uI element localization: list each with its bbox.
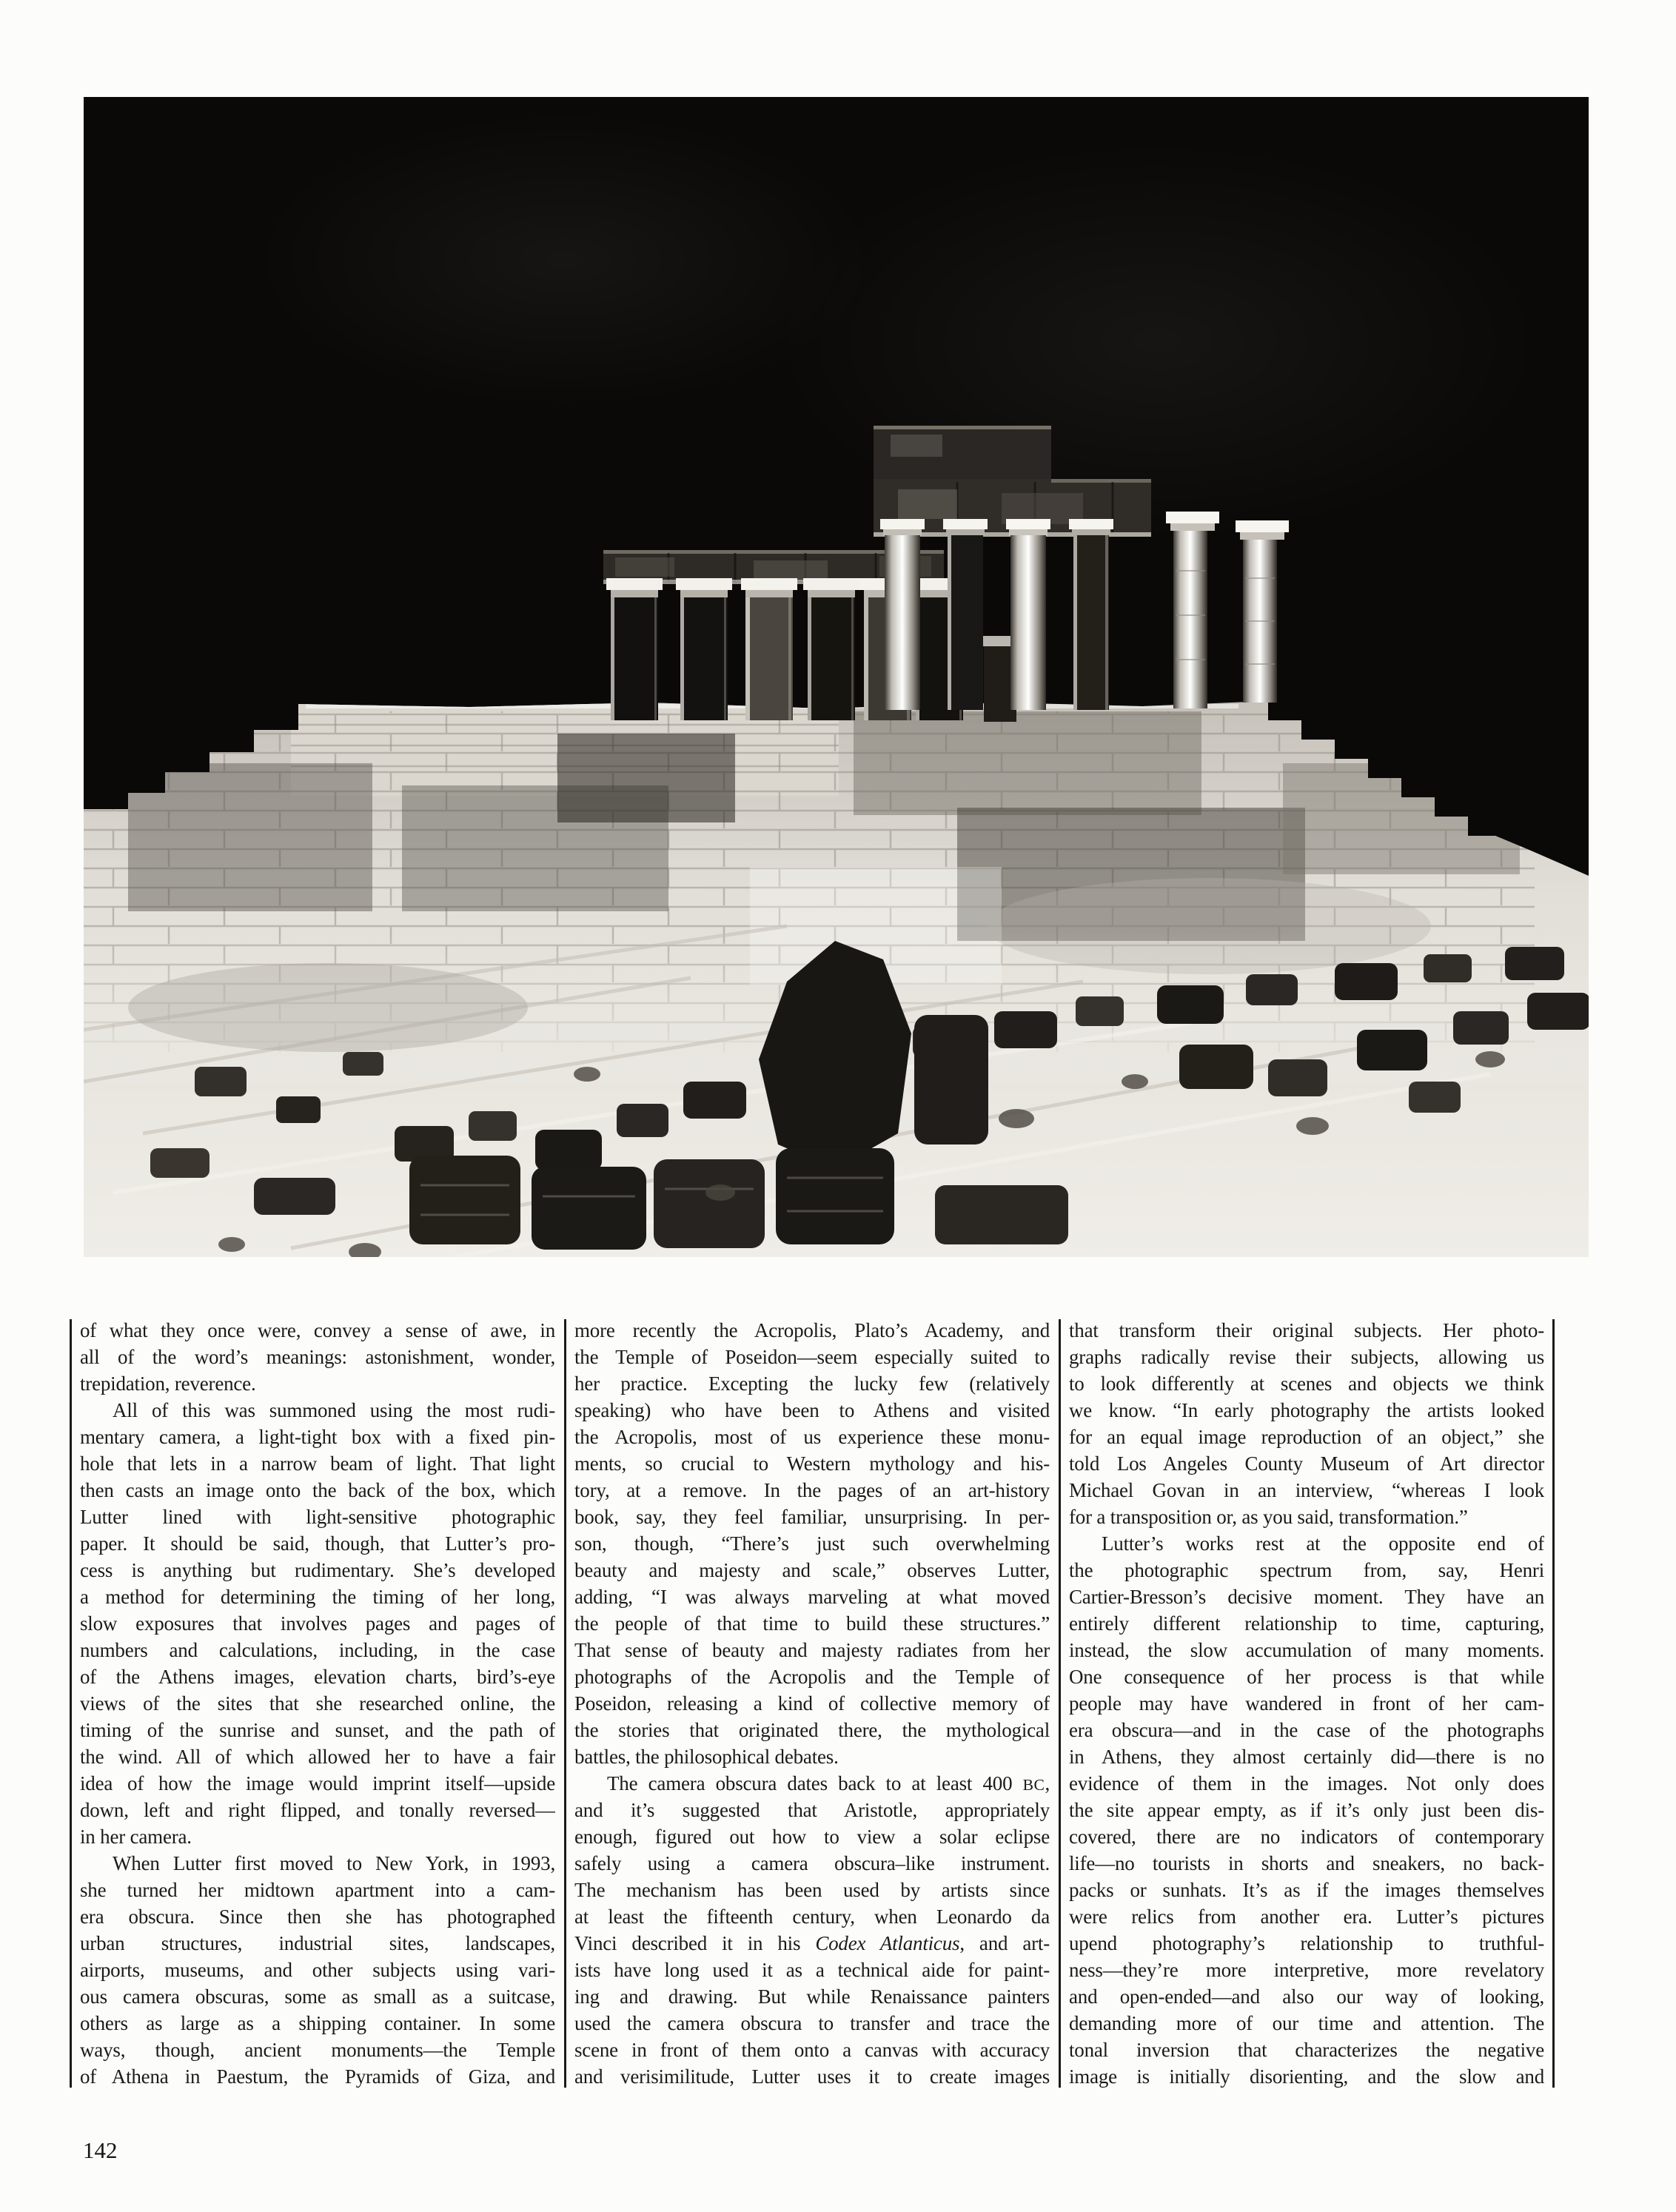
text-line: Michael Govan in an interview, “whereas I look	[1069, 1479, 1544, 1501]
text-line: trepidation, reverence.	[80, 1373, 256, 1395]
text-line: speaking) who have been to Athens and visited	[574, 1399, 1050, 1421]
temple-photo-illustration	[84, 97, 1589, 1257]
text-line: Vinci described it in his Codex Atlanticus, and art-	[574, 1932, 1050, 1954]
text-line: Lutter’s works rest at the opposite end of	[1102, 1532, 1544, 1555]
text-line: airports, museums, and other subjects using vari-	[80, 1959, 555, 1981]
text-line: of what they once were, convey a sense of awe, in	[80, 1319, 555, 1341]
text-line: entirely different relationship to time, capturing,	[1069, 1612, 1544, 1635]
text-line: of the Athens images, elevation charts, bird’s-eye	[80, 1666, 555, 1688]
text-line: for an equal image reproduction of an object,” she	[1069, 1426, 1544, 1448]
text-line: a method for determining the timing of her long,	[80, 1586, 555, 1608]
text-line: people may have wandered in front of her cam-	[1069, 1692, 1544, 1715]
text-line: the photographic spectrum from, say, Henri	[1069, 1559, 1544, 1581]
text-line: graphs radically revise their subjects, allowing us	[1069, 1346, 1544, 1368]
text-line: Cartier-Bresson’s decisive moment. They have an	[1069, 1586, 1544, 1608]
text-line: The camera obscura dates back to at least 400 BC,	[607, 1772, 1050, 1794]
text-line: her practice. Excepting the lucky few (relatively	[574, 1373, 1050, 1395]
column-rule-right	[1552, 1319, 1555, 2088]
text-line: evidence of them in the images. Not only does	[1069, 1772, 1544, 1794]
column-rule-mid-1	[564, 1319, 566, 2088]
text-line: urban structures, industrial sites, landscapes,	[80, 1932, 555, 1954]
text-line: ments, so crucial to Western mythology and his-	[574, 1452, 1050, 1475]
page-number: 142	[83, 2137, 118, 2163]
text-line: the wind. All of which allowed her to have a fair	[80, 1746, 555, 1768]
text-line: scene in front of them onto a canvas with accuracy	[574, 2039, 1050, 2061]
text-line: ing and drawing. But while Renaissance painters	[574, 1985, 1050, 2008]
text-line: she turned her midtown apartment into a cam-	[80, 1879, 555, 1901]
text-line: then casts an image onto the back of the box, which	[80, 1479, 555, 1501]
text-line: the people of that time to build these structures.”	[574, 1612, 1050, 1635]
text-line: the Temple of Poseidon—seem especially suited to	[574, 1346, 1050, 1368]
text-line: All of this was summoned using the most rudi-	[113, 1399, 555, 1421]
text-line: ous camera obscuras, some as small as a suitcase,	[80, 1985, 555, 2008]
text-line: demanding more of our time and attention. The	[1069, 2012, 1544, 2034]
text-line: in her camera.	[80, 1826, 192, 1848]
column-rule-mid-2	[1059, 1319, 1061, 2088]
text-line: ways, though, ancient monuments—the Temple	[80, 2039, 555, 2061]
text-line: covered, there are no indicators of contemporary	[1069, 1826, 1544, 1848]
text-line: beauty and majesty and scale,” observes Lutter,	[574, 1559, 1050, 1581]
text-line: tonal inversion that characterizes the negative	[1069, 2039, 1544, 2061]
text-line: down, left and right flipped, and tonally reversed—	[80, 1799, 555, 1821]
text-line: idea of how the image would imprint itself—upside	[80, 1772, 555, 1794]
text-line: others as large as a shipping container. In some	[80, 2012, 555, 2034]
text-line: son, though, “There’s just such overwhelming	[574, 1532, 1050, 1555]
text-line: packs or sunhats. It’s as if the images themselves	[1069, 1879, 1544, 1901]
text-line: numbers and calculations, including, in the case	[80, 1639, 555, 1661]
text-line: slow exposures that involves pages and pages of	[80, 1612, 555, 1635]
text-line: of Athena in Paestum, the Pyramids of Giza, and	[80, 2065, 555, 2088]
text-line: that transform their original subjects. Her photo-	[1069, 1319, 1544, 1341]
text-line: The mechanism has been used by artists since	[574, 1879, 1050, 1901]
text-line: adding, “I was always marveling at what moved	[574, 1586, 1050, 1608]
text-line: in Athens, they almost certainly did—there is no	[1069, 1746, 1544, 1768]
text-line: used the camera obscura to transfer and trace the	[574, 2012, 1050, 2034]
text-line: life—no tourists in shorts and sneakers, no back-	[1069, 1852, 1544, 1874]
text-line: all of the word’s meanings: astonishment, wonder,	[80, 1346, 555, 1368]
text-line: were relics from another era. Lutter’s pictures	[1069, 1906, 1544, 1928]
text-line: That sense of beauty and majesty radiates from her	[574, 1639, 1050, 1661]
text-line: cess is anything but rudimentary. She’s developed	[80, 1559, 555, 1581]
text-line: instead, the slow accumulation of many moments.	[1069, 1639, 1544, 1661]
text-line: the site appear empty, as if it’s only just been dis-	[1069, 1799, 1544, 1821]
text-line: image is initially disorienting, and the slow and	[1069, 2065, 1544, 2088]
text-line: When Lutter first moved to New York, in 1993,	[113, 1852, 555, 1874]
text-line: Poseidon, releasing a kind of collective memory of	[574, 1692, 1050, 1715]
text-line: battles, the philosophical debates.	[574, 1746, 839, 1768]
text-line: hole that lets in a narrow beam of light. That light	[80, 1452, 555, 1475]
text-line: photographs of the Acropolis and the Temple of	[574, 1666, 1050, 1688]
text-line: timing of the sunrise and sunset, and the path of	[80, 1719, 555, 1741]
text-line: One consequence of her process is that while	[1069, 1666, 1544, 1688]
text-line: Lutter lined with light-sensitive photographic	[80, 1506, 555, 1528]
text-column-3	[1069, 1317, 1544, 2090]
text-line: we know. “In early photography the artists looked	[1069, 1399, 1544, 1421]
text-line: era obscura—and in the case of the photographs	[1069, 1719, 1544, 1741]
text-line: mentary camera, a light-tight box with a fixed pin-	[80, 1426, 555, 1448]
text-line: views of the sites that she researched online, the	[80, 1692, 555, 1715]
text-line: at least the fifteenth century, when Leonardo da	[574, 1906, 1050, 1928]
text-line: ness—they’re more interpretive, more revelatory	[1069, 1959, 1544, 1981]
text-line: upend photography’s relationship to truthful-	[1069, 1932, 1544, 1954]
text-line: paper. It should be said, though, that Lutter’s pro-	[80, 1532, 555, 1555]
text-line: the stories that originated there, the mythological	[574, 1719, 1050, 1741]
text-line: and open-ended—and also our way of looking,	[1069, 1985, 1544, 2008]
column-rule-left	[70, 1319, 72, 2088]
text-line: for a transposition or, as you said, transformation.”	[1069, 1506, 1468, 1528]
temple-negative-photograph	[84, 97, 1589, 1257]
text-line: the Acropolis, most of us experience these monu-	[574, 1426, 1050, 1448]
text-line: and it’s suggested that Aristotle, appropriately	[574, 1799, 1050, 1821]
text-line: safely using a camera obscura–like instrument.	[574, 1852, 1050, 1874]
text-line: ists have long used it as a technical aide for paint-	[574, 1959, 1050, 1981]
text-line: told Los Angeles County Museum of Art director	[1069, 1452, 1544, 1475]
text-line: era obscura. Since then she has photographed	[80, 1906, 555, 1928]
text-column-2	[574, 1317, 1050, 2090]
text-column-1	[80, 1317, 555, 2090]
text-line: tory, at a remove. In the pages of an art-history	[574, 1479, 1050, 1501]
text-line: and verisimilitude, Lutter uses it to create images	[574, 2065, 1050, 2088]
text-line: book, say, they feel familiar, unsurprising. In per-	[574, 1506, 1050, 1528]
text-line: enough, figured out how to view a solar eclipse	[574, 1826, 1050, 1848]
text-line: more recently the Acropolis, Plato’s Academy, and	[574, 1319, 1050, 1341]
text-line: to look differently at scenes and objects we think	[1069, 1373, 1544, 1395]
